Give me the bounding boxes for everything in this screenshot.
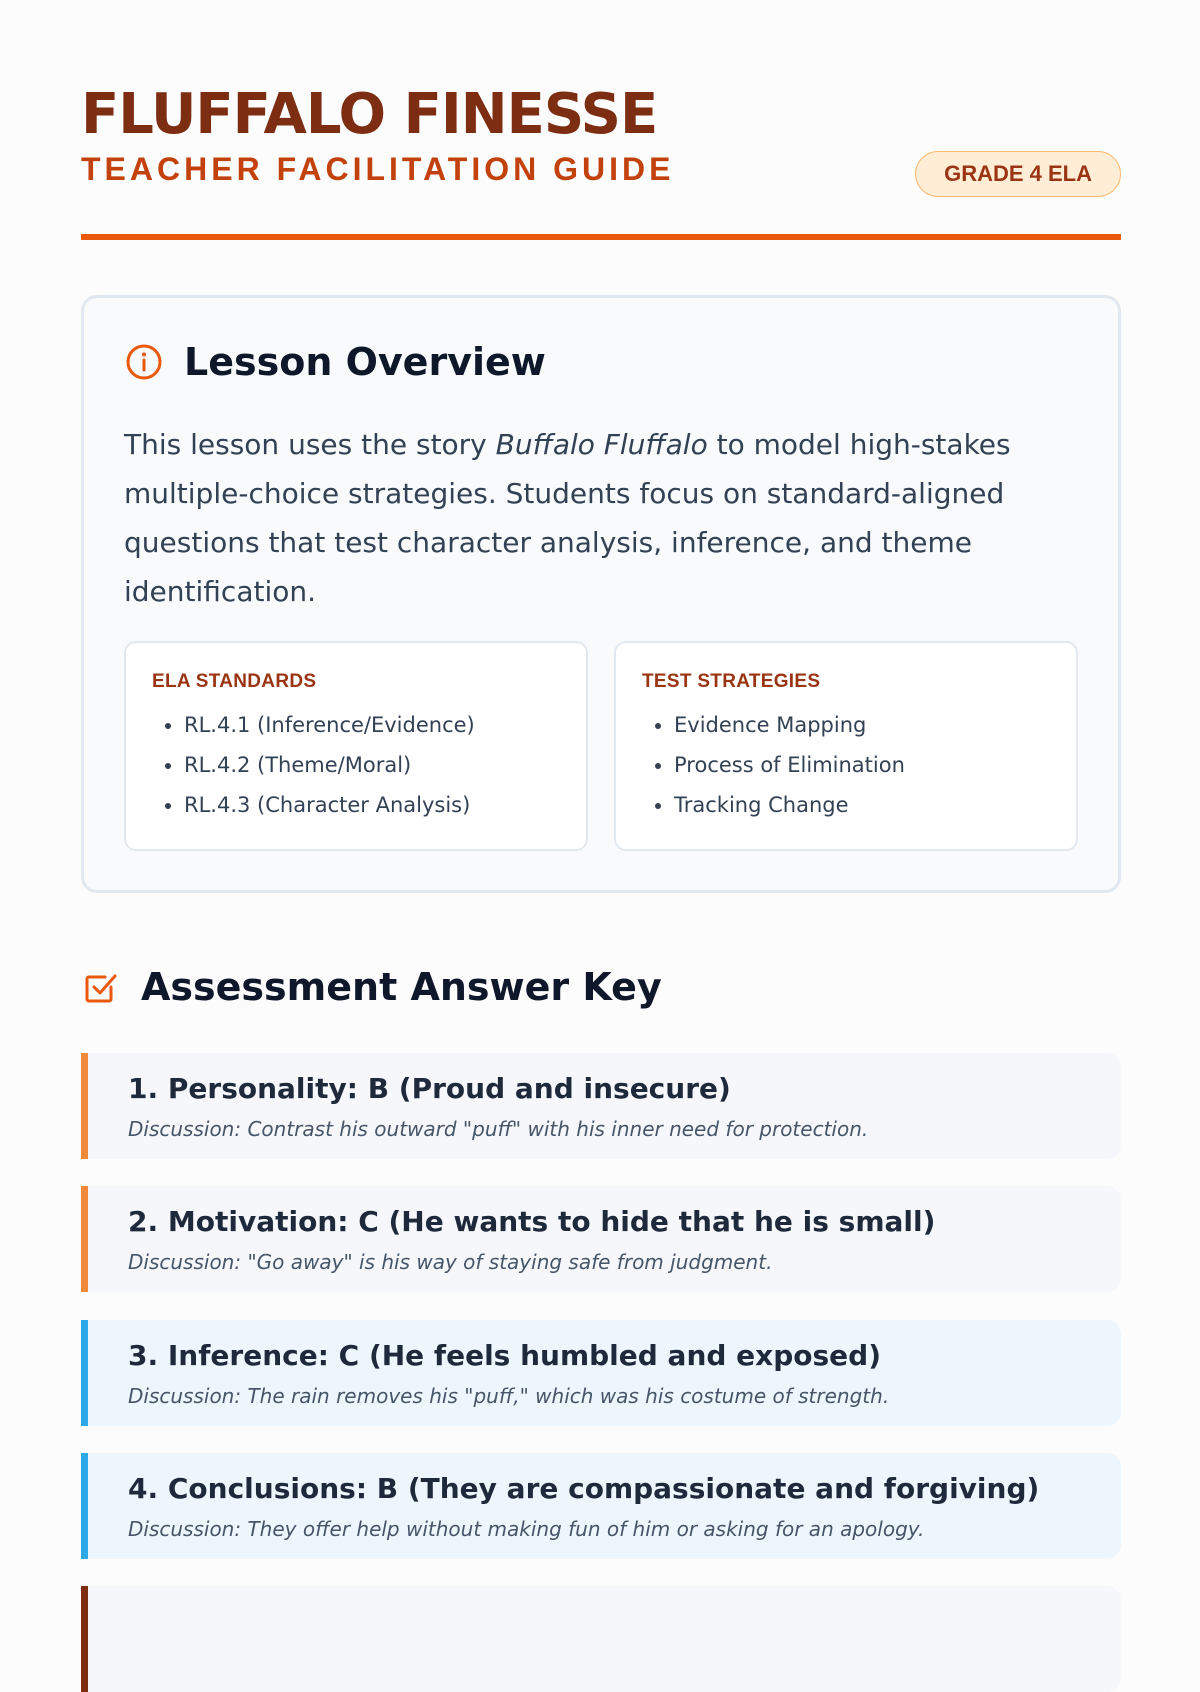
info-circle-icon [124,342,164,382]
answer-item [81,1453,1121,1559]
guide-subtitle: TEACHER FACILITATION GUIDE [81,151,675,187]
answer-item [81,1053,1121,1159]
lesson-overview-text [124,420,1064,616]
answer-item [81,1186,1121,1292]
ela-standards-list [152,705,475,825]
guide-title: FLUFFALO FINESSE [81,82,658,147]
test-strategies-list [642,705,905,825]
answer-discussion: Discussion: They offer help without making fun of him or asking for an apology. [128,1517,925,1541]
answer-title: 1. Personality: B (Proud and insecure) [128,1072,731,1105]
answer-key-title: Assessment Answer Key [141,965,662,1009]
strategy-item: • Tracking Change [674,785,905,825]
overview-text-start: This lesson uses the story [124,428,496,461]
strategy-item: • Evidence Mapping [674,705,905,745]
grade-badge: GRADE 4 ELA [915,151,1121,197]
standard-item: • RL.4.2 (Theme/Moral) [184,745,475,785]
facilitation-guide-page [81,0,1121,1541]
answer-discussion: Discussion: "Go away" is his way of staying safe from judgment. [128,1250,773,1274]
answer-title: 2. Motivation: C (He wants to hide that he is small) [128,1205,936,1238]
test-strategies-label: TEST STRATEGIES [642,671,821,692]
answer-key-heading [81,965,662,1009]
standard-item: • RL.4.1 (Inference/Evidence) [184,705,475,745]
answer-discussion: Discussion: Contrast his outward "puff" with his inner need for protection. [128,1117,869,1141]
checkbox-checked-icon [81,967,121,1007]
strategy-item: • Process of Elimination [674,745,905,785]
lesson-overview-heading [124,340,546,384]
lesson-overview-title: Lesson Overview [184,340,546,384]
overview-text-end: to model high-stakes multiple-choice strategies. Students focus on standard-aligned questions that test character analysis, inference, and theme identification. [124,428,1011,608]
test-strategies-box [614,641,1078,851]
lesson-overview-card [81,295,1121,893]
ela-standards-box [124,641,588,851]
header-divider [81,234,1121,240]
standard-item: • RL.4.3 (Character Analysis) [184,785,475,825]
guide-header [81,0,1121,243]
answer-title: 3. Inference: C (He feels humbled and exposed) [128,1339,882,1372]
answer-item-partial [81,1586,1121,1692]
answer-item [81,1320,1121,1426]
book-title: Buffalo Fluffalo [495,428,708,461]
ela-standards-label: ELA STANDARDS [152,671,317,692]
answer-title: 4. Conclusions: B (They are compassionate and forgiving) [128,1472,1040,1505]
answer-discussion: Discussion: The rain removes his "puff," which was his costume of strength. [128,1384,890,1408]
